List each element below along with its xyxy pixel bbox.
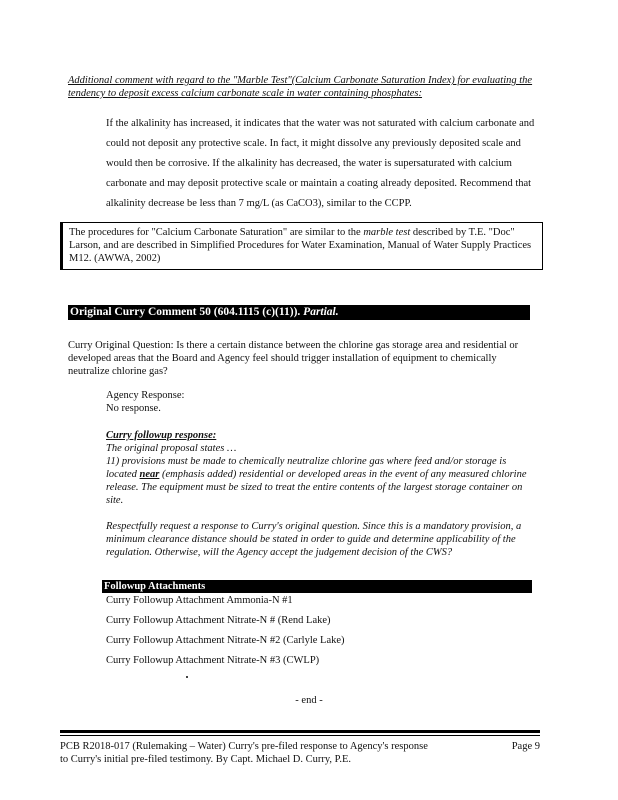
followup-title: Curry followup response: xyxy=(106,430,217,441)
alkalinity-paragraph: If the alkalinity has increased, it indicates that the water was not saturated with calcium carbonate and could not deposit any protective scale. In fact, it might dissolve any previously deposited scale and would then be corrosive. If the alkalinity has decreased, the water is supersaturated with calcium carbonate and may deposit protective scale or maintain a coating already deposited. Recommend that alkalinity decrease be less than 7 mg/L (as CaCO3), similar to the CCPP. xyxy=(106,118,535,209)
footer-line-1: PCB R2018-017 (Rulemaking – Water) Curry's pre-filed response to Agency's response xyxy=(60,741,428,752)
procedure-box xyxy=(60,222,543,270)
attachment-item: Curry Followup Attachment Nitrate-N #3 (CWLP) xyxy=(106,655,320,666)
followup-block xyxy=(106,429,536,559)
followup-request: Respectfully request a response to Curry's original question. Since this is a mandatory provision, a minimum clearance distance should be stated in order to guide and determine applicability of the regulation. Otherwise, will the Agency accept the judgement decision of the CWS? xyxy=(106,521,522,558)
stray-mark xyxy=(186,676,188,678)
section-title: Original Curry Comment 50 (604.1115 (c)(11)). xyxy=(70,306,301,318)
footer-rule-thin xyxy=(60,735,540,736)
attachments-heading-bar: Followup Attachments xyxy=(102,580,532,593)
agency-response-text: No response. xyxy=(106,403,161,414)
rule-before: 11) provisions must be made to chemically neutralize chlorine gas where feed and/or storage is located xyxy=(106,456,507,480)
spacer xyxy=(106,507,536,520)
agency-response-label: Agency Response: xyxy=(106,390,185,401)
rule-emphasis: near xyxy=(139,469,160,480)
attachment-item: Curry Followup Attachment Nitrate-N #2 (Carlyle Lake) xyxy=(106,635,345,646)
attachment-item: Curry Followup Attachment Ammonia-N #1 xyxy=(106,595,293,606)
italic-heading: Additional comment with regard to the "Marble Test"(Calcium Carbonate Saturation Index) for evaluating the tendency to deposit excess calcium carbonate scale in water containing phosphates: xyxy=(68,75,533,99)
rule-after: (emphasis added) residential or developed areas in the event of any measured chlorine release. The equipment must be sized to treat the entire contents of the largest storage container on site. xyxy=(106,469,527,506)
box-text-after: described by T.E. "Doc" Larson, and are described in Simplified Procedures for Water Examination, Manual of Water Supply Practices M12. (AWWA, 2002) xyxy=(69,227,532,264)
end-marker: - end - xyxy=(295,695,323,706)
attachment-item: Curry Followup Attachment Nitrate-N # (Rend Lake) xyxy=(106,615,331,626)
agency-response-block xyxy=(106,389,536,415)
footer-line-2: to Curry's initial pre-filed testimony. By Capt. Michael D. Curry, P.E. xyxy=(60,754,351,765)
box-text-before: The procedures for "Calcium Carbonate Saturation" are similar to the xyxy=(69,227,364,238)
section-heading-bar xyxy=(68,305,530,320)
page-number: Page 9 xyxy=(511,741,540,752)
footer-rule-thick xyxy=(60,730,540,733)
box-text-italic: marble test xyxy=(363,227,411,238)
original-question: Curry Original Question: Is there a certain distance between the chlorine gas storage area and residential or developed areas that the Board and Agency feel should trigger installation of equipment to chemically neutralize chlorine gas? xyxy=(68,340,519,377)
page-footer xyxy=(60,740,540,766)
followup-intro: The original proposal states … xyxy=(106,443,237,454)
followup-rule xyxy=(106,455,536,507)
section-status: Partial. xyxy=(303,306,339,318)
